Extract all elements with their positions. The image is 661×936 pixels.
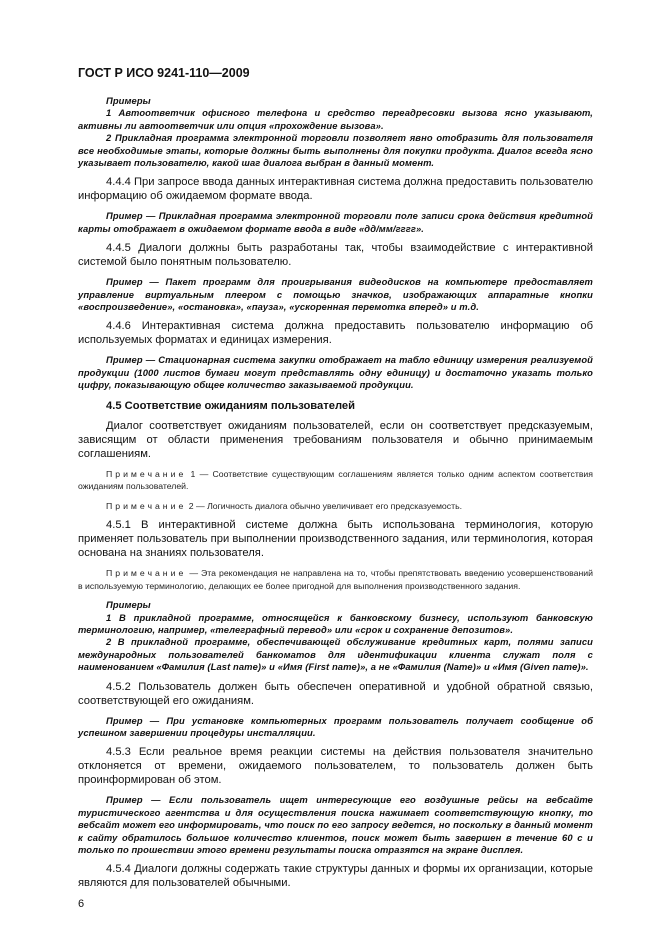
note-text: 2 — Логичность диалога обычно увеличивает его предсказуемость. — [188, 500, 463, 511]
examples-heading: Примеры — [106, 599, 151, 611]
example-4-4-4: Пример — Прикладная программа электронной торговли поле записи срока действия кредитной карты отображает в ожидаемом формате ввода в виде «дд/мм/гггг». — [78, 210, 593, 234]
note-label: Примечание — [106, 468, 187, 479]
note-label: Примечание — [106, 500, 187, 511]
note-text: — Эта рекомендация не направлена на то, чтобы препятствовать введению усовершенствований в используемую терминологию, делающих ее более пригодной для выполнения производственного задания. — [78, 568, 594, 591]
paragraph-4-5: Диалог соответствует ожиданиям пользователей, если он соответствует предсказуемым, зависящим от области применения требованиям пользователя и обычно принимаемым соглашениям. — [78, 419, 593, 460]
example-1: 1 Автоответчик офисного телефона и средство переадресовки вызова ясно указывают, активны ли автоответчик или опция «прохождение вызова». — [78, 107, 593, 131]
paragraph-4-5-3: 4.5.3 Если реальное время реакции системы на действия пользователя значительно отклоняется от времени, ожидаемого пользователем, то пользователь должен быть проинформирован об этом. — [78, 746, 593, 787]
paragraph-4-5-2: 4.5.2 Пользователь должен быть обеспечен оперативной и удобной обратной связью, соответствующей его ожиданиям. — [78, 680, 593, 707]
note-label: Примечание — [106, 568, 187, 579]
document-body — [78, 95, 593, 910]
example-4-4-5: Пример — Пакет программ для проигрывания видеодисков на компьютере предоставляет управление виртуальным плеером с помощью значков, изображающих аппаратные кнопки «воспроизведение», «остановка», «пауза», «ускоренная перемотка вперед» и т.д. — [78, 276, 593, 313]
note-2 — [78, 500, 593, 513]
example-4-4-6: Пример — Стационарная система закупки отображает на табло единицу измерения реализуемой продукции (1000 листов бумаги могут представлять одну единицу) и достаточно указать только цифру, показывающую общее количество заказываемой продукции. — [78, 354, 593, 391]
example-2: 2 В прикладной программе, обеспечивающей обслуживание кредитных карт, полями записи международных пользователей банкоматов для идентификации клиента служат поля с наименованием «Фамилия (Last name)» и «Имя (First name)», а не «Фамилия (Name)» и «Имя (Given name)». — [78, 636, 593, 673]
section-heading-4-5: 4.5 Соответствие ожиданиям пользователей — [106, 399, 356, 412]
page-number: 6 — [78, 898, 85, 911]
paragraph-4-4-5: 4.4.5 Диалоги должны быть разработаны так, чтобы взаимодействие с интерактивной системой было понятным пользователю. — [78, 242, 593, 269]
example-4-5-2: Пример — При установке компьютерных программ пользователь получает сообщение об успешном завершении процедуры инсталляции. — [78, 714, 593, 739]
note-text: 1 — Соответствие существующим соглашениям является только одним аспектом соответствия ожиданиям пользователей. — [78, 468, 593, 492]
paragraph-4-4-4: 4.4.4 При запросе ввода данных интерактивная система должна предоставить пользователю информацию об ожидаемом формате ввода. — [78, 176, 593, 203]
examples-heading: Примеры — [106, 95, 151, 106]
example-4-5-3: Пример — Если пользователь ищет интересующие его воздушные рейсы на вебсайте туристического агентства и для осуществления поиска нажимает соответствующую кнопку, то вебсайт может его информировать, что поиск по его запросу ведется, но поскольку в данный момент к сайту обратилось большое количество клиентов, поиск может быть завершен в течение 60 с и только по прошествии этого времени результаты поиска отразятся на экране дисплея. — [78, 794, 593, 856]
paragraph-4-5-1: 4.5.1 В интерактивной системе должна быть использована терминология, которую применяет пользователь при выполнении производственного задания, или терминология, которая основана на знаниях пользователя. — [78, 519, 593, 560]
note-4-5-1 — [78, 567, 593, 592]
example-2: 2 Прикладная программа электронной торговли позволяет явно отобразить для пользователя все необходимые этапы, которые должны быть выполнены для покупки продукта. Диалог всегда ясно указывает пользователю, какой шаг диалога выбран в данный момент. — [78, 132, 593, 169]
paragraph-4-4-6: 4.4.6 Интерактивная система должна предоставить пользователю информацию об используемых форматах и единицах измерения. — [78, 320, 593, 347]
note-1 — [78, 468, 593, 493]
document-header: ГОСТ Р ИСО 9241-110—2009 — [78, 66, 250, 80]
example-1: 1 В прикладной программе, относящейся к банковскому бизнесу, используют банковскую терминологию, например, «телеграфный перевод» или «срок и сохранение депозитов». — [78, 611, 593, 635]
paragraph-4-5-4: 4.5.4 Диалоги должны содержать такие структуры данных и формы их организации, которые являются для пользователей обычными. — [78, 863, 593, 890]
